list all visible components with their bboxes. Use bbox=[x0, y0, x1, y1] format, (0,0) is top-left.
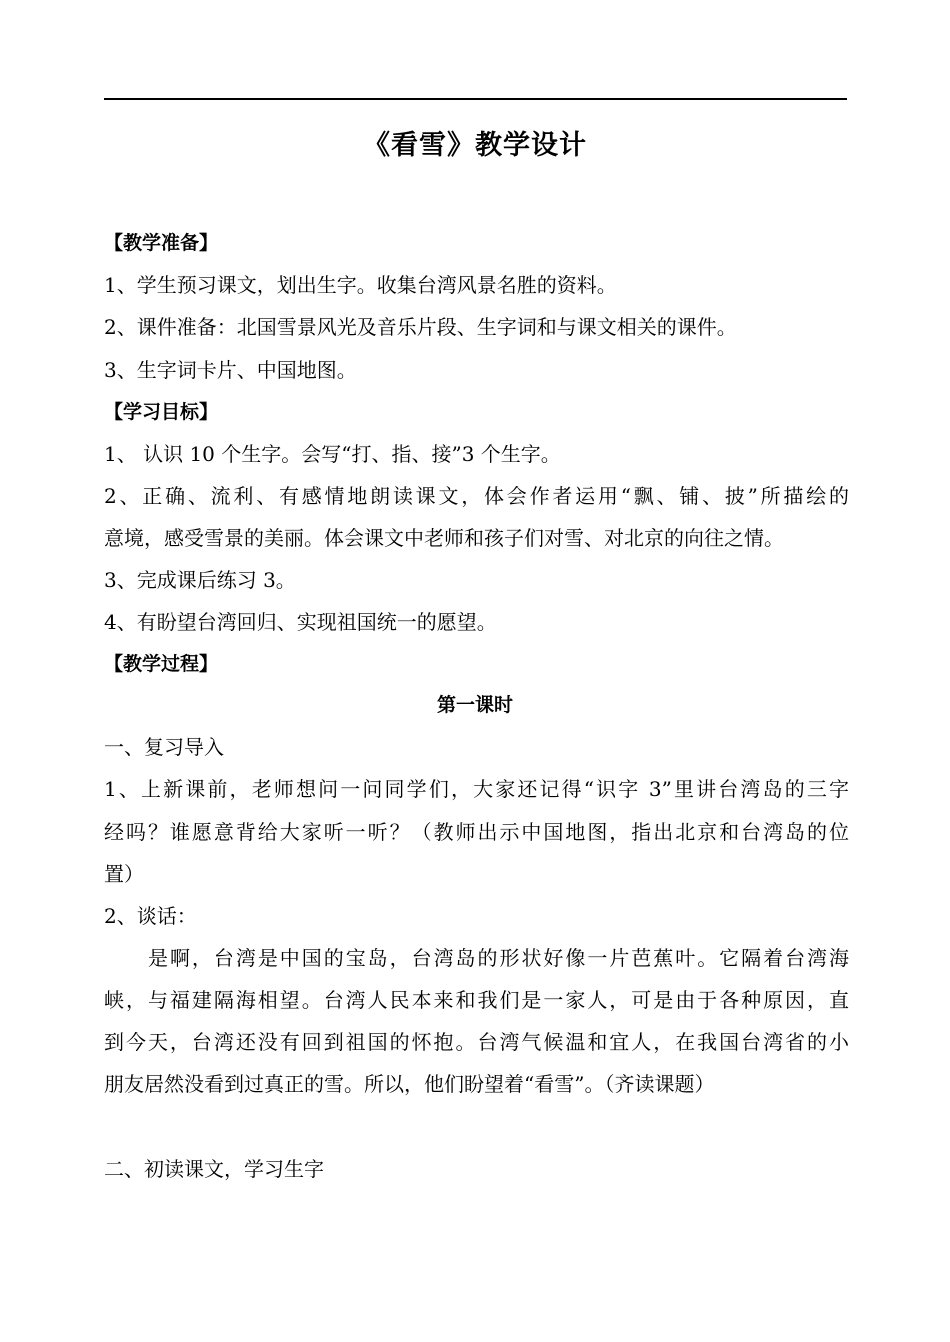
part1-title: 一、复习导入 bbox=[104, 735, 224, 759]
goals-item-1: 1、 认识 10 个生字。会写“打、指、接”3 个生字。 bbox=[104, 442, 561, 466]
talk-line-2: 峡，与福建隔海相望。台湾人民本来和我们是一家人，可是由于各种原因，直 bbox=[104, 988, 849, 1012]
lesson-title: 第一课时 bbox=[436, 694, 513, 716]
goals-item-2-line-1: 2、正确、流利、有感情地朗读课文，体会作者运用“飘、铺、披”所描绘的 bbox=[104, 484, 849, 508]
prep-item-3: 3、生字词卡片、中国地图。 bbox=[104, 358, 357, 382]
goals-item-3: 3、完成课后练习 3。 bbox=[104, 568, 296, 592]
goals-item-4: 4、有盼望台湾回归、实现祖国统一的愿望。 bbox=[104, 610, 497, 634]
part1-item1-line-1: 1、上新课前，老师想问一问同学们，大家还记得“识字 3”里讲台湾岛的三字 bbox=[104, 777, 849, 801]
part2-title: 二、初读课文，学习生字 bbox=[104, 1157, 324, 1181]
prep-heading: 【教学准备】 bbox=[104, 232, 219, 254]
goals-heading: 【学习目标】 bbox=[104, 401, 219, 423]
part1-item1-line-2: 经吗？谁愿意背给大家听一听？（教师出示中国地图，指出北京和台湾岛的位 bbox=[104, 820, 849, 844]
talk-line-4: 朋友居然没看到过真正的雪。所以，他们盼望着“看雪”。（齐读课题） bbox=[104, 1072, 715, 1096]
document-title: 《看雪》教学设计 bbox=[363, 130, 587, 161]
prep-item-2: 2、课件准备：北国雪景风光及音乐片段、生字词和与课文相关的课件。 bbox=[104, 315, 737, 339]
part1-item2-label: 2、谈话： bbox=[104, 904, 197, 928]
talk-line-1: 是啊，台湾是中国的宝岛，台湾岛的形状好像一片芭蕉叶。它隔着台湾海 bbox=[148, 946, 849, 970]
part1-item1-line-3: 置） bbox=[104, 862, 144, 886]
prep-item-1: 1、学生预习课文，划出生字。收集台湾风景名胜的资料。 bbox=[104, 273, 617, 297]
goals-item-2-line-2: 意境，感受雪景的美丽。体会课文中老师和孩子们对雪、对北京的向往之情。 bbox=[104, 526, 784, 550]
header-rule bbox=[104, 98, 847, 100]
talk-line-3: 到今天，台湾还没有回到祖国的怀抱。台湾气候温和宜人，在我国台湾省的小 bbox=[104, 1030, 849, 1054]
process-heading: 【教学过程】 bbox=[104, 653, 219, 675]
